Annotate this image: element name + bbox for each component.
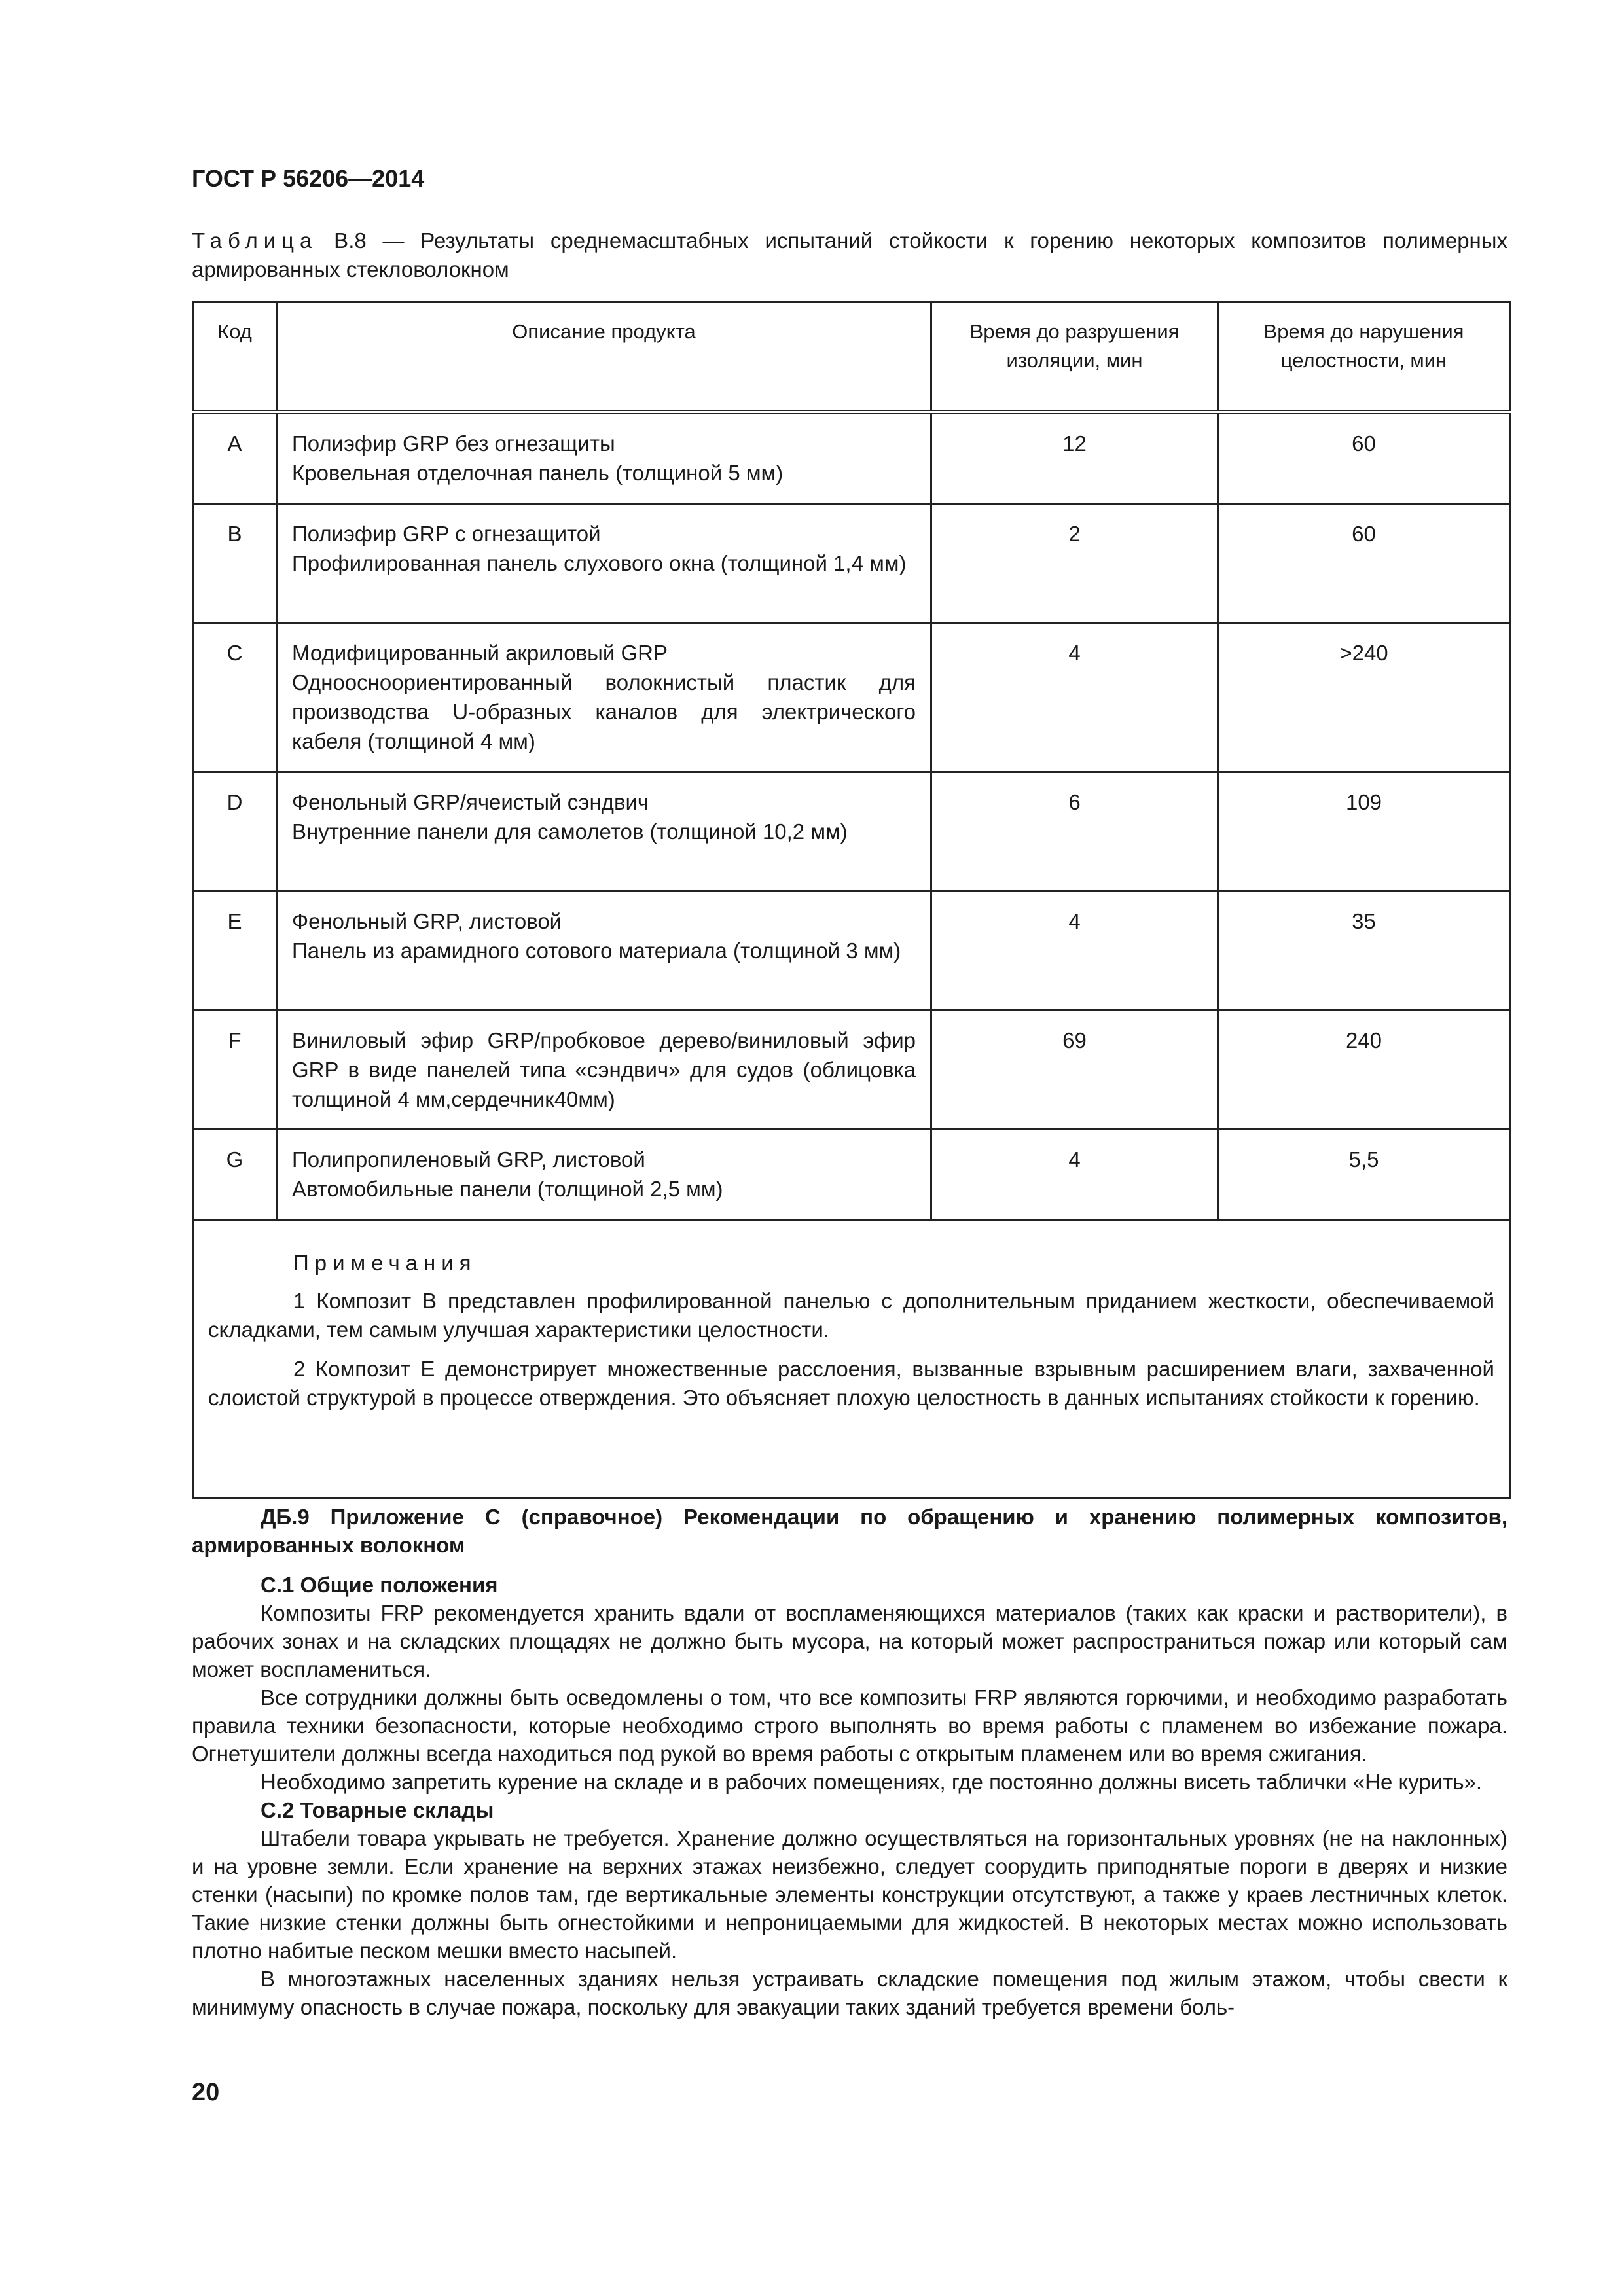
cell-description: [277, 623, 931, 772]
description-line: Одноосноориентированный волокнистый пластик для производства U-образных каналов для электрического кабеля (толщиной 4 мм): [292, 670, 916, 753]
cell-code: F: [193, 1011, 277, 1130]
table-notes-row: [193, 1220, 1510, 1498]
cell-integrity-time: 35: [1218, 891, 1510, 1011]
cell-integrity-time: 60: [1218, 412, 1510, 504]
table-caption-text: В.8 — Результаты среднемасштабных испытаний стойкости к горению некоторых композитов полимерных армированных стекловолокном: [192, 228, 1507, 281]
description-line: Внутренние панели для самолетов (толщиной 10,2 мм): [292, 819, 848, 844]
cell-integrity-time: 5,5: [1218, 1130, 1510, 1220]
note-item: 1 Композит B представлен профилированной панелью с дополнительным приданием жесткости, обеспечиваемой складками, тем самым улучшая характеристики целостности.: [208, 1289, 1494, 1342]
table-header-row: [193, 302, 1510, 412]
table-notes: [193, 1220, 1510, 1498]
cell-integrity-time: 240: [1218, 1011, 1510, 1130]
header-code: Код: [193, 302, 277, 412]
description-line: Модифицированный акриловый GRP: [292, 641, 668, 665]
table-caption-label: Таблица: [192, 228, 318, 253]
document-header: ГОСТ Р 56206—2014: [192, 165, 425, 192]
cell-description: [277, 1130, 931, 1220]
cell-integrity-time: >240: [1218, 623, 1510, 772]
page-number: 20: [192, 2079, 220, 2106]
notes-title: Примечания: [293, 1251, 477, 1275]
section-title: ДБ.9 Приложение С (справочное) Рекомендации по обращению и хранению полимерных композитов, армированных волокном: [192, 1505, 1507, 1557]
cell-description: [277, 772, 931, 891]
description-line: Полиэфир GRP с огнезащитой: [292, 522, 601, 546]
paragraph: Композиты FRP рекомендуется хранить вдали от воспламеняющихся материалов (таких как краски и растворители), в рабочих зонах и на складских площадях не должно быть мусора, на который может распространиться пожар или который сам может воспламениться.: [192, 1601, 1507, 1681]
description-line: Фенольный GRP, листовой: [292, 909, 562, 933]
paragraph: В многоэтажных населенных зданиях нельзя устраивать складские помещения под жилым этажом, чтобы свести к минимуму опасность в случае пожара, поскольку для эвакуации таких зданий требуется времени боль-: [192, 1967, 1507, 2019]
table-row: [193, 1011, 1510, 1130]
cell-description: [277, 891, 931, 1011]
cell-description: [277, 504, 931, 623]
table-row: [193, 504, 1510, 623]
paragraph: Все сотрудники должны быть осведомлены о том, что все композиты FRP являются горючими, и необходимо разработать правила техники безопасности, которые необходимо строго выполнять во время работы с пламенем во избежание пожара. Огнетушители должны всегда находиться под рукой во время работы с открытым пламенем или во время сжигания.: [192, 1685, 1507, 1766]
table-row: [193, 891, 1510, 1011]
cell-insulation-time: 4: [931, 891, 1218, 1011]
cell-code: G: [193, 1130, 277, 1220]
cell-integrity-time: 109: [1218, 772, 1510, 891]
cell-insulation-time: 6: [931, 772, 1218, 891]
header-insulation-time: Время до разрушения изоляции, мин: [931, 302, 1218, 412]
cell-integrity-time: 60: [1218, 504, 1510, 623]
cell-insulation-time: 4: [931, 1130, 1218, 1220]
table-row: [193, 1130, 1510, 1220]
cell-description: [277, 1011, 931, 1130]
paragraph: Штабели товара укрывать не требуется. Хранение должно осуществляться на горизонтальных уровнях (не на наклонных) и на уровне земли. Если хранение на верхних этажах неизбежно, следует соорудить приподнятые пороги в дверях и низкие стенки (насыпи) по кромке полов там, где вертикальные элементы конструкции отсутствуют, а также у краев лестничных клеток. Такие низкие стенки должны быть огнестойкими и непроницаемыми для жидкостей. В некоторых местах можно использовать плотно набитые песком мешки вместо насыпей.: [192, 1826, 1507, 1963]
description-line: Панель из арамидного сотового материала (толщиной 3 мм): [292, 939, 901, 963]
cell-insulation-time: 12: [931, 412, 1218, 504]
note-item: 2 Композит E демонстрирует множественные расслоения, вызванные взрывным расширением влаги, захваченной слоистой структурой в процессе отверждения. Это объясняет плохую целостность в данных испытаниях стойкости к горению.: [208, 1357, 1494, 1410]
cell-code: E: [193, 891, 277, 1011]
description-line: Виниловый эфир GRP/пробковое дерево/виниловый эфир GRP в виде панелей типа «сэндвич» для судов (облицовка толщиной 4 мм,сердечник40мм): [292, 1028, 916, 1111]
cell-insulation-time: 2: [931, 504, 1218, 623]
cell-code: A: [193, 412, 277, 504]
appendix-section: [192, 1503, 1507, 2021]
results-table: [192, 301, 1511, 1499]
description-line: Полипропиленовый GRP, листовой: [292, 1147, 645, 1172]
description-line: Фенольный GRP/ячеистый сэндвич: [292, 790, 649, 814]
header-description: Описание продукта: [277, 302, 931, 412]
table-row: [193, 412, 1510, 504]
cell-code: D: [193, 772, 277, 891]
subsection-title-c1: С.1 Общие положения: [261, 1573, 498, 1597]
cell-insulation-time: 4: [931, 623, 1218, 772]
description-line: Профилированная панель слухового окна (толщиной 1,4 мм): [292, 551, 907, 575]
cell-code: B: [193, 504, 277, 623]
cell-insulation-time: 69: [931, 1011, 1218, 1130]
table-caption: [192, 226, 1507, 284]
table-row: [193, 772, 1510, 891]
cell-description: [277, 412, 931, 504]
header-integrity-time: Время до нарушения целостности, мин: [1218, 302, 1510, 412]
table-row: [193, 623, 1510, 772]
description-line: Полиэфир GRP без огнезащиты: [292, 431, 615, 456]
description-line: Кровельная отделочная панель (толщиной 5 мм): [292, 461, 784, 485]
cell-code: C: [193, 623, 277, 772]
paragraph: Необходимо запретить курение на складе и в рабочих помещениях, где постоянно должны висеть таблички «Не курить».: [261, 1770, 1483, 1794]
description-line: Автомобильные панели (толщиной 2,5 мм): [292, 1177, 723, 1201]
subsection-title-c2: С.2 Товарные склады: [261, 1798, 494, 1822]
